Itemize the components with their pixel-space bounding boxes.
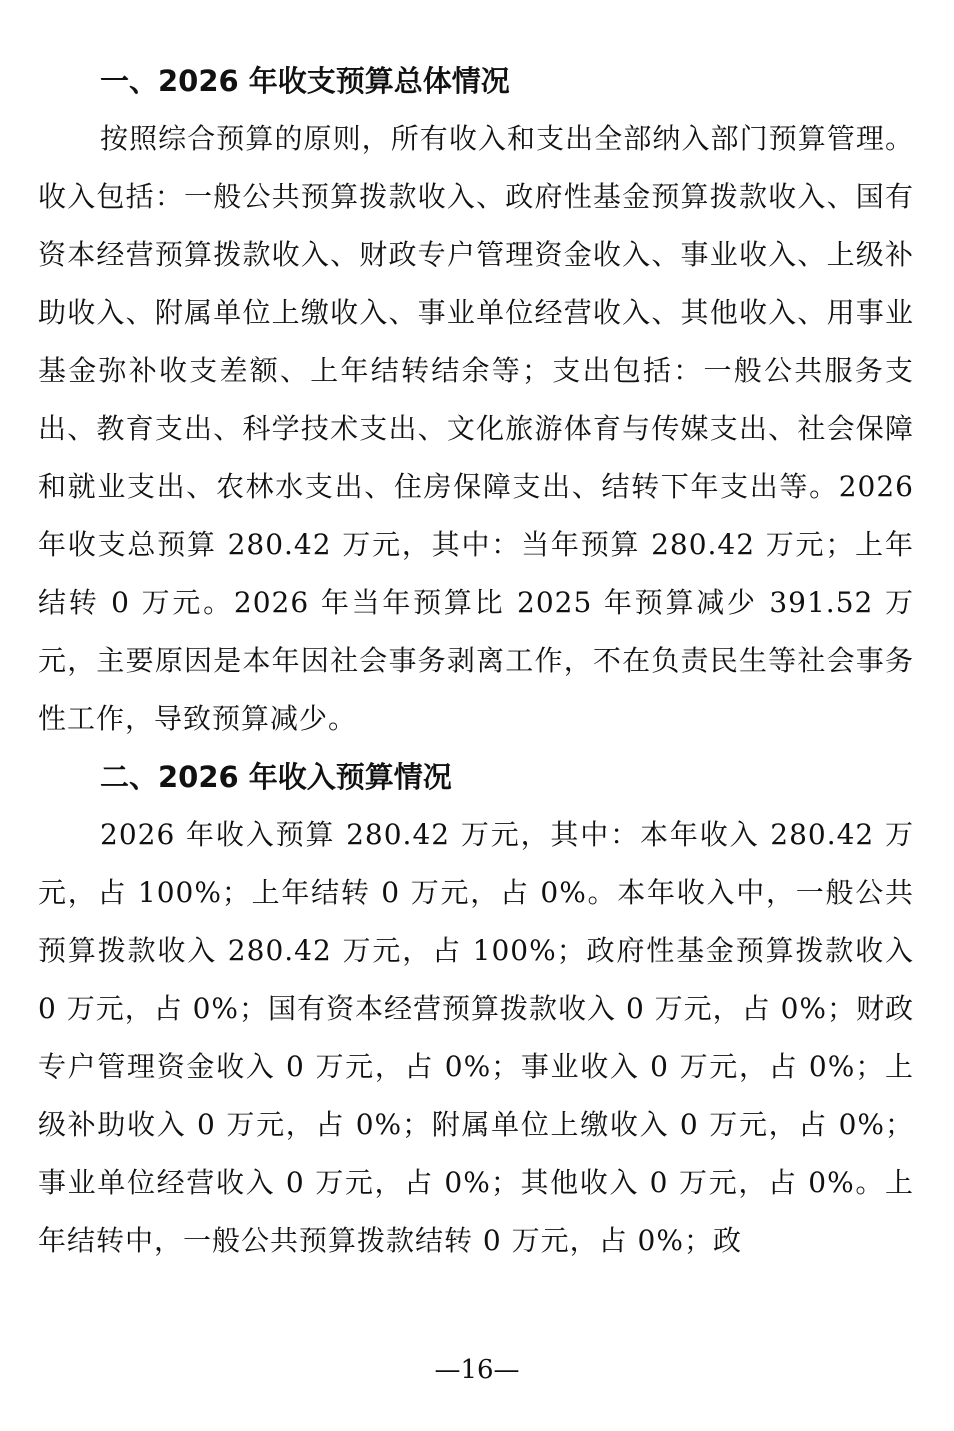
section-heading-income: 二、2026 年收入预算情况 (100, 760, 452, 794)
section-paragraph-income: 2026 年收入预算 280.42 万元，其中：本年收入 280.42 万元，占 100%；上年结转 0 万元，占 0%。本年收入中，一般公共预算拨款收入 280.42 万元，占 100%；政府性基金预算拨款收入 0 万元，占 0%；国有资本经营预算拨款收入 0 万元，占 0%；财政专户管理资金收入 0 万元，占 0%；事业收入 0 万元，占 0%；上级补助收入 0 万元，占 0%；附属单位上缴收入 0 万元，占 0%；事业单位经营收入 0 万元，占 0%；其他收入 0 万元，占 0%。上年结转中，一般公共预算拨款结转 0 万元，占 0%；政 (38, 818, 914, 1257)
section-heading-overall: 一、2026 年收支预算总体情况 (100, 64, 510, 98)
section-paragraph-overall: 按照综合预算的原则，所有收入和支出全部纳入部门预算管理。收入包括：一般公共预算拨款收入、政府性基金预算拨款收入、国有资本经营预算拨款收入、财政专户管理资金收入、事业收入、上级补助收入、附属单位上缴收入、事业单位经营收入、其他收入、用事业基金弥补收支差额、上年结转结余等；支出包括：一般公共服务支出、教育支出、科学技术支出、文化旅游体育与传媒支出、社会保障和就业支出、农林水支出、住房保障支出、结转下年支出等。2026 年收支总预算 280.42 万元，其中：当年预算 280.42 万元；上年结转 0 万元。2026 年当年预算比 2025 年预算减少 391.52 万元，主要原因是本年因社会事务剥离工作，不在负责民生等社会事务性工作，导致预算减少。 (38, 122, 914, 735)
page-number: —16— (434, 1355, 520, 1385)
document-page (38, 52, 914, 1270)
